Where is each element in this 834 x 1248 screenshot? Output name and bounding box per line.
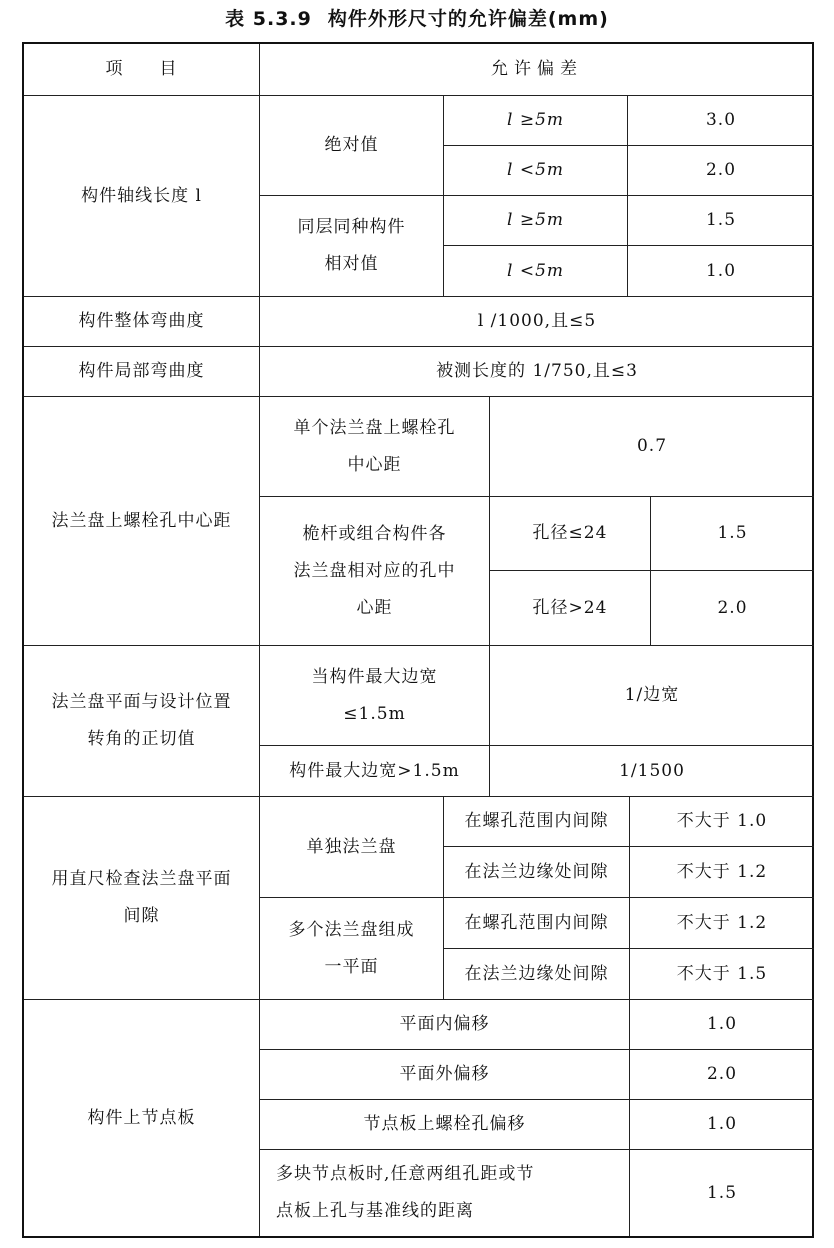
dia-le24-value — [651, 497, 814, 571]
multi-line3: 心距 — [356, 597, 393, 618]
value-text: 不大于 1.0 — [676, 811, 768, 831]
gusset-out-plane-value — [630, 1050, 814, 1100]
gap-multi-bolt — [444, 898, 630, 949]
local-bend-value — [260, 347, 814, 397]
label-line1: 法兰盘平面与设计位置 — [51, 692, 232, 712]
gap-single-edge-value — [630, 847, 814, 898]
flange-hole-multi — [260, 497, 490, 646]
multi-line2: 一平面 — [324, 956, 379, 977]
value-text: 1/1500 — [619, 760, 685, 781]
label-line1: 用直尺检查法兰盘平面 — [51, 869, 232, 889]
value-text: 0.7 — [636, 436, 668, 456]
gap-single-bolt-value — [630, 797, 814, 847]
flange-angle-large — [260, 746, 490, 797]
cond-text: 平面内偏移 — [399, 1014, 490, 1034]
value-text: 不大于 1.5 — [676, 963, 768, 984]
value-text: 不大于 1.2 — [676, 861, 768, 882]
overall-bend-value — [260, 297, 814, 347]
value-text: 3.0 — [705, 110, 737, 130]
value-text: 被测长度的 1/750,且≤3 — [436, 361, 638, 381]
table-title — [0, 4, 834, 34]
cond-text: 在螺孔范围内间隙 — [464, 912, 609, 933]
single-line2: 中心距 — [347, 454, 402, 475]
header-tolerance-text: 允许偏差 — [491, 59, 583, 79]
flange-angle-small-value — [490, 646, 814, 746]
flange-gap-multi — [260, 898, 444, 1000]
flange-hole-single-value — [490, 397, 814, 497]
flange-angle-small — [260, 646, 490, 746]
local-bend-label — [24, 347, 260, 397]
gusset-bolt-offset-value — [630, 1100, 814, 1150]
gap-single-bolt — [444, 797, 630, 847]
value-text: 2.0 — [717, 597, 748, 618]
axis-abs-lt5-value — [628, 146, 814, 196]
flange-hole-single — [260, 397, 490, 497]
axis-relative — [260, 196, 444, 297]
value-text: 1.0 — [706, 1014, 738, 1034]
axis-rel-ge5-value — [628, 196, 814, 246]
small-line1: 当构件最大边宽 — [311, 666, 438, 687]
overall-bend-label — [24, 297, 260, 347]
flange-gap-single — [260, 797, 444, 898]
gap-multi-bolt-value — [630, 898, 814, 949]
axis-length-label — [24, 96, 260, 297]
tolerance-table — [22, 42, 814, 1238]
axis-absolute — [260, 96, 444, 196]
value-text: 1.0 — [705, 260, 737, 281]
axis-rel-lt5-cond — [444, 246, 628, 297]
axis-absolute-text: 绝对值 — [324, 135, 379, 155]
flange-gap-label — [24, 797, 260, 1000]
value-text: 1/边宽 — [624, 685, 680, 705]
axis-length-label-text: 构件轴线长度 l — [81, 185, 202, 206]
label-line2: 间隙 — [123, 906, 160, 926]
value-text: 1.5 — [706, 1182, 738, 1203]
cond-text: 在螺孔范围内间隙 — [464, 811, 609, 831]
gusset-bolt-offset — [260, 1100, 630, 1150]
axis-abs-lt5-cond — [444, 146, 628, 196]
cond-text: 节点板上螺栓孔偏移 — [363, 1114, 526, 1134]
multi-line2: 法兰盘相对应的孔中 — [293, 560, 456, 581]
gap-multi-edge — [444, 949, 630, 1000]
multi-line2: 点板上孔与基准线的距离 — [276, 1201, 474, 1221]
cond-text: 在法兰边缘处间隙 — [464, 963, 609, 984]
label-text: 单独法兰盘 — [306, 836, 397, 857]
axis-relative-line2: 相对值 — [324, 254, 379, 274]
flange-angle-label — [24, 646, 260, 797]
axis-relative-line1: 同层同种构件 — [297, 217, 406, 237]
header-item — [24, 44, 260, 96]
cond-text: l <5m — [506, 260, 565, 281]
cond-text: 孔径>24 — [532, 597, 608, 618]
value-text: 1.0 — [706, 1114, 738, 1134]
label-text: 构件上节点板 — [87, 1107, 196, 1128]
value-text: 2.0 — [705, 160, 737, 180]
value-text: 2.0 — [706, 1064, 738, 1084]
table-number: 表 5.3.9 — [225, 8, 312, 30]
gusset-in-plane — [260, 1000, 630, 1050]
dia-gt24-value — [651, 571, 814, 646]
label-line2: 转角的正切值 — [87, 729, 196, 749]
axis-abs-ge5-cond — [444, 96, 628, 146]
cond-text: l ≥5m — [506, 210, 565, 230]
value-text: 1.5 — [705, 210, 737, 230]
cond-text: l ≥5m — [506, 110, 565, 130]
value-text: 不大于 1.2 — [676, 912, 768, 933]
multi-line1: 多个法兰盘组成 — [288, 919, 415, 940]
dia-gt24-cond — [490, 571, 651, 646]
flange-angle-large-value — [490, 746, 814, 797]
axis-rel-lt5-value — [628, 246, 814, 297]
cond-text: 构件最大边宽>1.5m — [289, 760, 460, 781]
gusset-label — [24, 1000, 260, 1236]
small-line2: ≤1.5m — [343, 703, 406, 724]
value-text: l /1000,且≤5 — [477, 311, 597, 331]
flange-hole-label — [24, 397, 260, 646]
label-text: 构件整体弯曲度 — [78, 311, 205, 331]
single-line1: 单个法兰盘上螺栓孔 — [293, 417, 456, 438]
label-text: 构件局部弯曲度 — [78, 361, 205, 381]
header-tolerance — [260, 44, 814, 96]
gusset-multi — [260, 1150, 630, 1236]
gusset-multi-value — [630, 1150, 814, 1236]
header-item-text: 项 目 — [105, 59, 178, 79]
multi-line1: 桅杆或组合构件各 — [302, 523, 447, 544]
value-text: 1.5 — [717, 523, 748, 543]
axis-rel-ge5-cond — [444, 196, 628, 246]
cond-text: 平面外偏移 — [399, 1064, 490, 1084]
table-caption: 构件外形尺寸的允许偏差(mm) — [327, 8, 609, 30]
cond-text: 孔径≤24 — [532, 523, 608, 543]
gap-multi-edge-value — [630, 949, 814, 1000]
multi-line1: 多块节点板时,任意两组孔距或节 — [276, 1164, 535, 1184]
label-text: 法兰盘上螺栓孔中心距 — [51, 510, 232, 531]
gusset-out-plane — [260, 1050, 630, 1100]
axis-abs-ge5-value — [628, 96, 814, 146]
dia-le24-cond — [490, 497, 651, 571]
cond-text: l <5m — [506, 160, 565, 180]
gusset-in-plane-value — [630, 1000, 814, 1050]
cond-text: 在法兰边缘处间隙 — [464, 861, 609, 882]
gap-single-edge — [444, 847, 630, 898]
